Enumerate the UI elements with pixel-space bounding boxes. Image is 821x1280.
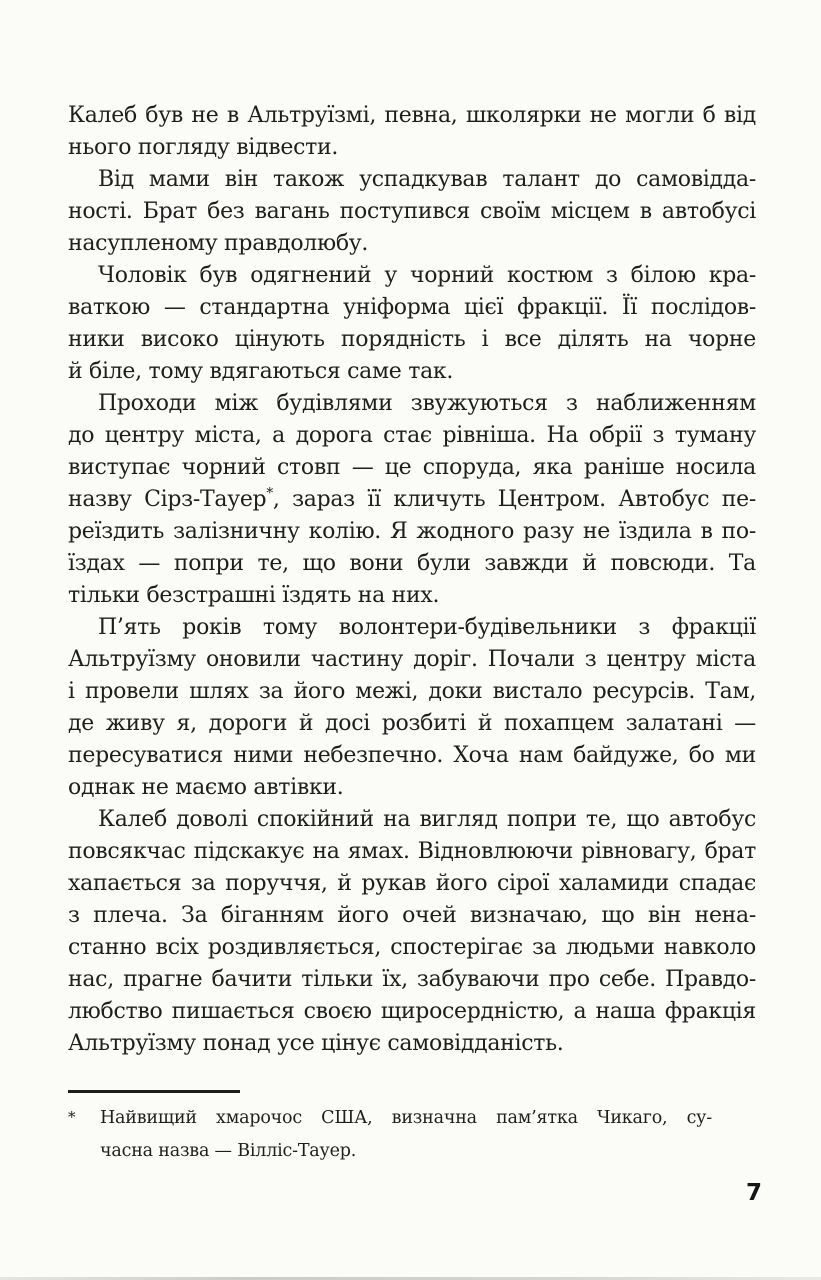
text-line: ники високо цінують порядність і все ділять на чорне [68, 327, 756, 352]
text-line: виступає чорний стовп — це споруда, яка раніше носила [68, 455, 756, 480]
footnote-separator [68, 1090, 240, 1093]
footnote-body [68, 1102, 718, 1168]
text-line: їздах — попри те, що вони були завжди й повсюди. Та [68, 551, 756, 576]
text-line: й біле, тому вдягаються саме так. [68, 359, 454, 384]
footnote-marker: * [68, 1108, 76, 1126]
text-line: Від мами він також успадкував талант до самовідда- [98, 167, 756, 192]
footnote-line: Найвищий хмарочос США, визначна пам’ятка Чикаго, су- [100, 1108, 712, 1128]
page-text [68, 100, 756, 1060]
text-line: нього погляду відвести. [68, 135, 339, 160]
text-line: з плеча. За біганням його очей визначаю, що він нена- [68, 903, 756, 928]
text-line: однак не маємо автівки. [68, 775, 344, 800]
text-line: реїздить залізничну колію. Я жодного разу не їздила в по- [68, 519, 756, 544]
page-number: 7 [745, 1180, 762, 1206]
text-line: де живу я, дороги й досі розбиті й похапцем залатані — [68, 711, 756, 736]
text-line: повсякчас підскакує на ямах. Відновлюючи рівновагу, брат [68, 839, 756, 864]
text-line: Чоловік був одягнений у чорний костюм з білою кра- [98, 263, 756, 288]
text-line: Проходи між будівлями звужуються з наближенням [98, 391, 756, 416]
text-line: насупленому правдолюбу. [68, 231, 369, 256]
text-line: Калеб був не в Альтруїзмі, певна, школярки не могли б від [68, 103, 756, 128]
footnote-reference: * [266, 485, 273, 502]
footnote-text [100, 1102, 712, 1168]
text-line: ності. Брат без вагань поступився своїм місцем в автобусі [68, 199, 756, 224]
text-line: Альтруїзму оновили частину доріг. Почали з центру міста [68, 647, 756, 672]
text-line: любство пишається своєю щиросердністю, а наша фракція [68, 999, 756, 1024]
text-line: П’ять років тому волонтери-будівельники з фракції [98, 615, 756, 640]
text-line: станно всіх роздивляється, спостерігає за людьми навколо [68, 935, 756, 960]
text-line: пересуватися ними небезпечно. Хоча нам байдуже, бо ми [68, 743, 756, 768]
footnote-line: часна назва — Вілліс-Тауер. [100, 1141, 357, 1161]
text-line: тільки безстрашні їздять на них. [68, 583, 440, 608]
text-line: назву Сірз-Тауер*, зараз її кличуть Центром. Автобус пе- [68, 485, 756, 512]
text-line: і провели шлях за його межі, доки вистало ресурсів. Там, [68, 679, 756, 704]
text-line: нас, прагне бачити тільки їх, забуваючи про себе. Правдо- [68, 967, 756, 992]
text-line: хапається за поруччя, й рукав його сірої халамиди спадає [68, 871, 756, 896]
text-line: ваткою — стандартна уніформа цієї фракції. Її послідов- [68, 295, 756, 320]
footnote [68, 1090, 718, 1168]
text-line: Калеб доволі спокійний на вигляд попри те, що автобус [98, 807, 756, 832]
text-line: Альтруїзму понад усе цінує самовідданість. [68, 1031, 564, 1056]
text-line: до центру міста, а дорога стає рівніша. На обрії з туману [68, 423, 756, 448]
